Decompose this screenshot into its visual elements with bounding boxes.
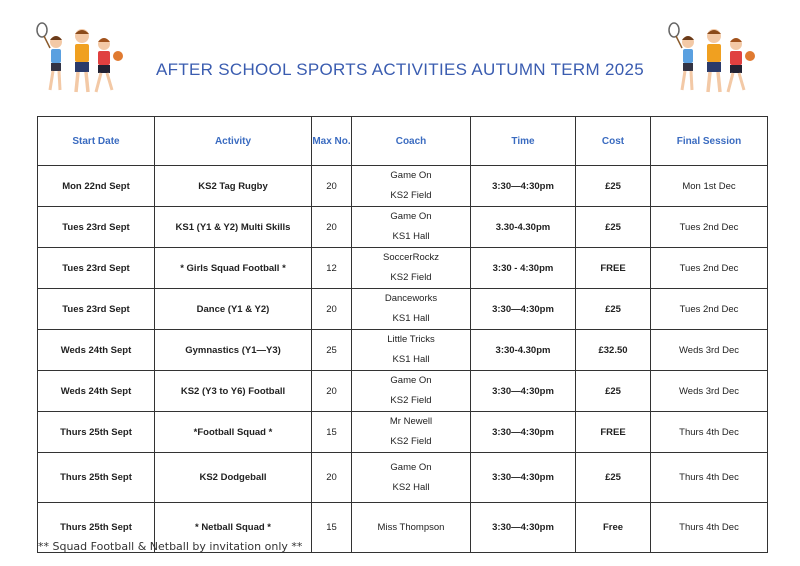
cell-start-date: Thurs 25th Sept: [38, 412, 155, 453]
table-row: [38, 412, 768, 453]
header-start-date: Start Date: [38, 117, 155, 166]
cell-cost: £25: [576, 166, 651, 207]
cell-coach: [352, 412, 471, 453]
cell-max-no: 25: [312, 330, 352, 371]
activities-table: [37, 116, 768, 553]
cell-activity: * Netball Squad *: [155, 503, 312, 553]
cell-coach: [352, 166, 471, 207]
cell-start-date: Tues 23rd Sept: [38, 289, 155, 330]
cell-cost: £25: [576, 371, 651, 412]
cell-final-session: Weds 3rd Dec: [651, 330, 768, 371]
cell-start-date: Thurs 25th Sept: [38, 503, 155, 553]
cell-start-date: Weds 24th Sept: [38, 371, 155, 412]
cell-time: 3:30-4.30pm: [471, 330, 576, 371]
cell-coach: [352, 330, 471, 371]
cell-cost: £25: [576, 289, 651, 330]
cell-coach: [352, 503, 471, 553]
coach-venue: KS2 Hall: [392, 481, 430, 493]
footnote: ** Squad Football & Netball by invitation only **: [38, 540, 303, 553]
coach-venue: KS1 Hall: [392, 231, 430, 242]
page-title: AFTER SCHOOL SPORTS ACTIVITIES AUTUMN TERM 2025: [156, 60, 644, 79]
cell-final-session: Tues 2nd Dec: [651, 207, 768, 248]
header-time: Time: [471, 117, 576, 166]
cell-cost: £32.50: [576, 330, 651, 371]
coach-name: Game On: [390, 170, 432, 181]
table-row: [38, 166, 768, 207]
cell-coach: [352, 289, 471, 330]
cell-cost: £25: [576, 453, 651, 503]
header-cost: Cost: [576, 117, 651, 166]
coach-name: SoccerRockz: [383, 252, 439, 263]
table-row: [38, 289, 768, 330]
coach-name: Game On: [390, 461, 432, 473]
cell-max-no: 15: [312, 503, 352, 553]
table-row: [38, 371, 768, 412]
cell-time: 3:30—4:30pm: [471, 453, 576, 503]
cell-time: 3.30-4.30pm: [471, 207, 576, 248]
cell-final-session: Thurs 4th Dec: [651, 453, 768, 503]
cell-start-date: Tues 23rd Sept: [38, 248, 155, 289]
cell-cost: £25: [576, 207, 651, 248]
cell-start-date: Weds 24th Sept: [38, 330, 155, 371]
cell-activity: KS2 Dodgeball: [155, 453, 312, 503]
coach-venue: KS1 Hall: [392, 313, 430, 324]
kids-sports-illustration: [34, 18, 124, 100]
cell-final-session: Mon 1st Dec: [651, 166, 768, 207]
cell-max-no: 20: [312, 371, 352, 412]
cell-final-session: Thurs 4th Dec: [651, 503, 768, 553]
coach-name: Mr Newell: [389, 416, 433, 427]
coach-venue: KS2 Field: [390, 272, 432, 283]
cell-start-date: Mon 22nd Sept: [38, 166, 155, 207]
cell-max-no: 20: [312, 453, 352, 503]
coach-name: Game On: [390, 375, 432, 386]
cell-coach: [352, 207, 471, 248]
coach-venue: KS2 Field: [390, 395, 432, 406]
coach-name: Little Tricks: [387, 334, 435, 345]
cell-max-no: 15: [312, 412, 352, 453]
cell-coach: [352, 371, 471, 412]
cell-time: 3:30—4:30pm: [471, 166, 576, 207]
cell-activity: KS2 (Y3 to Y6) Football: [155, 371, 312, 412]
coach-name: Miss Thompson: [377, 522, 445, 533]
coach-venue: KS2 Field: [390, 436, 432, 447]
cell-max-no: 20: [312, 289, 352, 330]
cell-max-no: 20: [312, 207, 352, 248]
cell-coach: [352, 453, 471, 503]
cell-cost: FREE: [576, 248, 651, 289]
header-activity: Activity: [155, 117, 312, 166]
cell-max-no: 20: [312, 166, 352, 207]
cell-time: 3:30 - 4:30pm: [471, 248, 576, 289]
coach-venue: KS2 Field: [390, 190, 432, 201]
cell-activity: KS1 (Y1 & Y2) Multi Skills: [155, 207, 312, 248]
cell-final-session: Weds 3rd Dec: [651, 371, 768, 412]
table-row: [38, 330, 768, 371]
table-header-row: [38, 117, 768, 166]
cell-max-no: 12: [312, 248, 352, 289]
cell-activity: *Football Squad *: [155, 412, 312, 453]
table-row: [38, 248, 768, 289]
cell-time: 3:30—4:30pm: [471, 371, 576, 412]
header-coach: Coach: [352, 117, 471, 166]
cell-final-session: Tues 2nd Dec: [651, 289, 768, 330]
cell-final-session: Thurs 4th Dec: [651, 412, 768, 453]
cell-time: 3:30—4:30pm: [471, 289, 576, 330]
cell-cost: Free: [576, 503, 651, 553]
cell-activity: Dance (Y1 & Y2): [155, 289, 312, 330]
cell-start-date: Tues 23rd Sept: [38, 207, 155, 248]
header-final-session: Final Session: [651, 117, 768, 166]
coach-name: Danceworks: [384, 293, 438, 304]
header-max-no: Max No.: [312, 117, 352, 166]
cell-cost: FREE: [576, 412, 651, 453]
cell-coach: [352, 248, 471, 289]
cell-final-session: Tues 2nd Dec: [651, 248, 768, 289]
coach-name: Game On: [390, 211, 432, 222]
cell-activity: KS2 Tag Rugby: [155, 166, 312, 207]
kids-sports-illustration-right: [666, 18, 756, 100]
cell-time: 3:30—4:30pm: [471, 503, 576, 553]
cell-activity: Gymnastics (Y1—Y3): [155, 330, 312, 371]
coach-venue: KS1 Hall: [392, 354, 430, 365]
table-row: [38, 207, 768, 248]
cell-start-date: Thurs 25th Sept: [38, 453, 155, 503]
cell-activity: * Girls Squad Football *: [155, 248, 312, 289]
cell-time: 3:30—4:30pm: [471, 412, 576, 453]
table-row: [38, 453, 768, 503]
